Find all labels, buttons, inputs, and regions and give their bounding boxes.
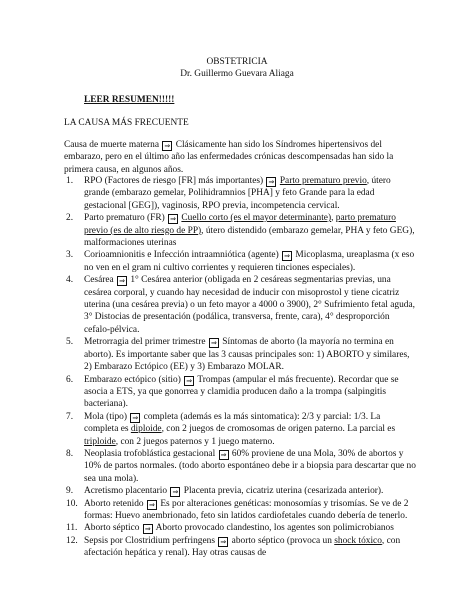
arrow-box-icon: ⇒ [218,537,228,547]
item-text: Cesárea [84,275,117,286]
intro-paragraph [64,139,414,176]
document-title: OBSTETRICIA [206,57,268,67]
underlined-text: parto prematuro previo (es de alto riesgo de PP) [84,213,396,236]
arrow-box-icon: ⇒ [219,450,229,460]
item-text: , útero distendido (embarazo gemelar, PHA y feto GEG), malformaciones uterinas [84,225,415,249]
arrow-box-icon: ⇒ [184,376,194,386]
arrow-box-icon: ⇒ [147,500,157,510]
arrow-box-icon: ⇒ [143,524,153,534]
arrow-box-icon: ⇒ [117,276,127,286]
list-item [64,522,416,534]
item-number: 1. [66,176,74,186]
section-subtitle: LA CAUSA MÁS FRECUENTE [64,118,189,128]
item-text: Corioamnionitis e Infección intraamniótica (agente) [84,250,282,261]
list-item [64,274,416,336]
item-number: 11. [66,523,78,534]
underlined-text: diploide [130,424,162,435]
item-number: 9. [66,486,74,497]
list-item [64,411,416,448]
item-number: 8. [66,448,74,459]
underlined-text: Parto prematuro previo [279,176,367,186]
list-item [64,249,416,274]
document-author: Dr. Guillermo Guevara Aliaga [180,69,294,79]
item-number: 10. [66,498,78,509]
item-text: Neoplasia trofoblástica gestacional [84,448,218,459]
arrow-box-icon: ⇒ [282,251,292,261]
list-item [64,498,416,523]
item-number: 4. [66,275,74,286]
item-text: , útero grande (embarazo gemelar, Polihidramnios [PHA] y feto Grande para la edad gestacional [GEG]), vaginosis, RPO previa, incompetencia cervical. [84,176,391,211]
item-text: Acretismo placentario [84,486,170,497]
arrow-box-icon: ⇒ [130,413,140,423]
item-text: Sepsis por Clostridium perfringens [84,535,218,546]
list-item [64,485,416,497]
intro-text-a: Causa de muerte materna [64,140,162,150]
arrow-box-icon: ⇒ [162,141,172,151]
item-text: RPO (Factores de riesgo [FR] más importantes) [84,176,266,186]
item-text: Aborto retenido [84,498,146,509]
item-text: , con 2 juegos paternos y 1 juego materno. [115,436,275,447]
intro-text-b: Clásicamente han sido los Síndromes hipertensivos del embarazo, pero en el último año las enfermedades crónicas descompensadas han sido la primera causa, en algunos años. [64,140,394,175]
causes-list [64,175,416,560]
list-item [64,448,416,485]
item-text: Parto prematuro (FR) [84,213,168,224]
arrow-box-icon: ⇒ [209,338,219,348]
list-item [64,175,416,212]
item-number: 6. [66,374,74,385]
list-item [64,336,416,373]
item-text: 60% proviene de una Mola, 30% de abortos y 10% de partos normales. (todo aborto espontáneo debe ir a biopsia para descartar que no sea una mola). [84,448,416,484]
item-text: Aborto provocado clandestino, los agentes son polimicrobianos [153,523,394,534]
list-item [64,374,416,411]
underlined-text: triploide [84,436,116,447]
item-text: 1° Cesárea anterior (obligada en 2 cesáreas segmentarias previas, una cesárea corporal, y cuando hay necesidad de inducir con misoprostol y tiene cicatriz uterina (una cesárea previa) o un feto mayor a 4000 o 3900), 2° Sufrimiento fetal aguda, 3° Distocias de presentación (podálica, transversa, frente, cara), 4° desproporción cefalo-pélvica. [84,275,415,335]
item-text: Embarazo ectópico (sitio) [84,374,184,385]
item-text: Placenta previa, cicatriz uterina (cesarizada anterior). [181,486,384,497]
item-text: Micoplasma, ureaplasma (x eso no ven en el gram ni cultivo corrientes y requieren tinciones especiales). [84,250,415,273]
item-text: , [331,213,336,224]
item-text: Trompas (ampular el más frecuente). Recordar que se asocia a ETS, ya que gonorrea y clamidia producen daño a la trompa (salpingitis bacteriana). [84,374,399,410]
arrow-box-icon: ⇒ [168,214,178,224]
item-text: Es por alteraciones genéticas: monosomías y trisomías. Se ve de 2 formas: Huevo anembrionado, feto sin latidos cardiofetales cuando debería de tenerlo. [84,498,409,521]
item-text: Aborto séptico [84,523,142,534]
item-text: , con afectación hepática y renal). Hay otras causas de [84,535,401,559]
underlined-text: shock tóxico [334,535,382,546]
arrow-box-icon: ⇒ [170,487,180,497]
item-number: 12. [66,535,78,546]
item-number: 3. [66,250,74,261]
item-number: 2. [66,213,74,224]
item-text: Metrorragia del primer trimestre [84,337,208,348]
list-item [64,535,416,560]
item-text: aborto séptico (provoca un [229,535,335,546]
list-item [64,212,416,249]
item-text: Mola (tipo) [84,411,130,422]
underlined-text: Cuello corto (es el mayor determinante) [181,213,332,224]
item-text: completa (además es la más sintomatica): 2/3 y parcial: 1/3. La completa es [84,411,381,435]
item-number: 7. [66,411,74,422]
item-number: 5. [66,337,74,348]
item-text: Síntomas de aborto (la mayoría no termina en aborto). Es importante saber que las 3 causas principales son: 1) ABORTO y similares, 2) Embarazo Ectópico (EE) y 3) Embarazo MOLAR. [84,337,410,373]
arrow-box-icon: ⇒ [266,177,276,187]
read-summary-heading: LEER RESUMEN!!!!! [84,95,175,105]
item-text: , con 2 juegos de cromosomas de origen paterno. La parcial es [161,424,396,435]
